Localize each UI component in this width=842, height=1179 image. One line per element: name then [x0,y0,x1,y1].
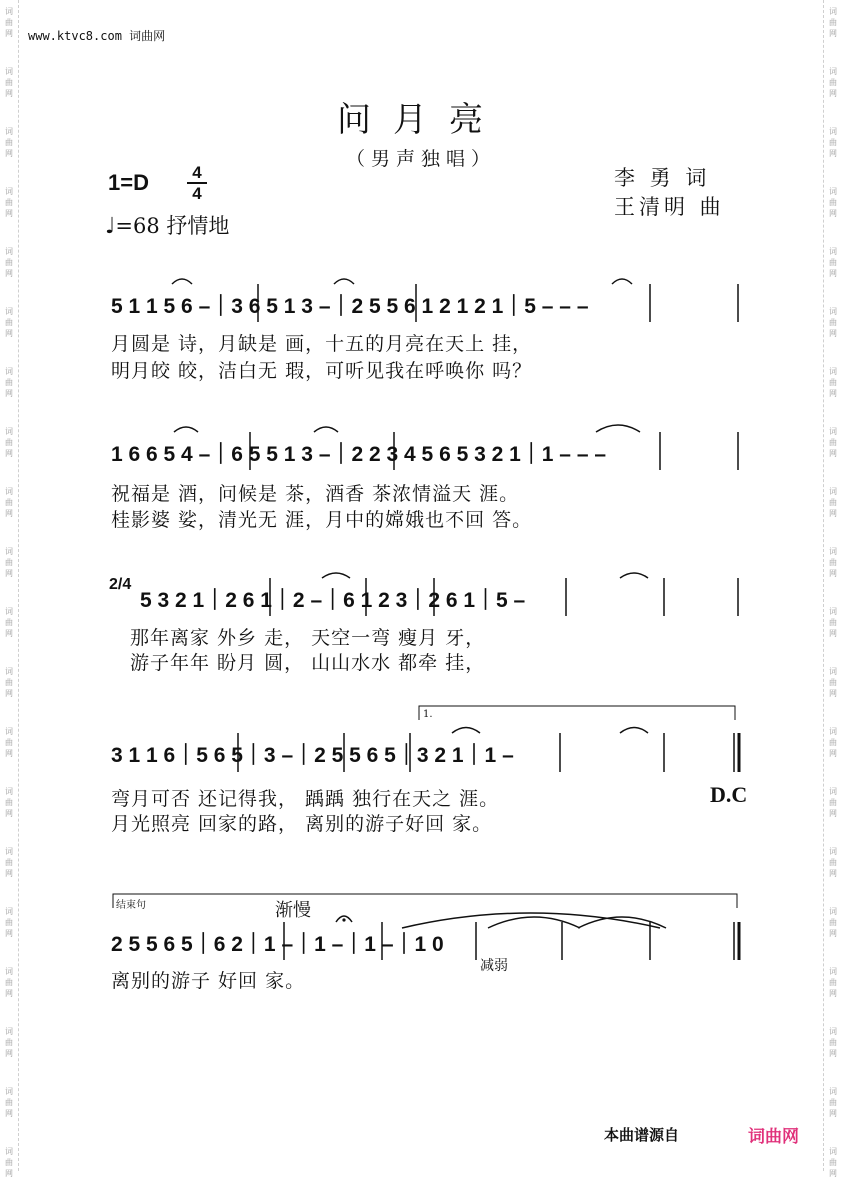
song-subtitle: （男声独唱） [345,148,496,170]
volta-bracket [419,706,735,720]
ritardando-mark: 渐慢 [275,900,311,921]
watermark-text: 词曲网 [5,967,13,998]
watermark-text: 词曲网 [829,1027,837,1058]
ending-bracket [113,894,737,908]
watermark-text: 词曲网 [829,367,837,398]
volta-label: 1. [423,709,433,720]
watermark-text: 词曲网 [5,727,13,758]
watermark-text: 词曲网 [829,427,837,458]
watermark-text: 词曲网 [829,907,837,938]
watermark-text: 词曲网 [829,547,837,578]
quarter-note-icon: ♩ [105,214,116,239]
watermark-text: 词曲网 [5,787,13,818]
tie [488,917,580,928]
tie [612,279,632,284]
tie [402,913,660,928]
footer-brand-link[interactable]: 词曲网 [748,1127,799,1147]
watermark-text: 词曲网 [5,667,13,698]
watermark-text: 词曲网 [5,1087,13,1118]
lyric-line-1b: 明月皎 皎，洁白无 瑕，可听见我在呼唤你 吗？ [111,360,533,382]
watermark-text: 词曲网 [829,1087,837,1118]
da-capo-mark: D.C [710,782,748,807]
watermark-text: 词曲网 [5,67,13,98]
fermata-dot [342,918,345,921]
watermark-text: 词曲网 [829,67,837,98]
tempo-text: =68 抒情地 [115,214,230,238]
watermark-text: 词曲网 [829,667,837,698]
lyric-line-4b: 月光照亮 回家的路， 离别的游子好回 家。 [111,813,493,835]
watermark-text: 词曲网 [829,127,837,158]
footer-source: 本曲谱源自 [604,1126,680,1144]
diminuendo-mark: 减弱 [480,958,508,974]
watermark-text: 词曲网 [5,1027,13,1058]
lyric-line-2a: 祝福是 酒，问候是 茶，酒香 茶浓情溢天 涯。 [111,483,520,505]
notation-line-5: 2 5 5 6 5｜6 2｜1 –｜1 –｜1 –｜1 0 [111,933,444,956]
tie [314,427,338,432]
watermark-text: 词曲网 [5,187,13,218]
watermark-text: 词曲网 [5,607,13,638]
watermark-text: 词曲网 [5,247,13,278]
watermark-text: 词曲网 [829,7,837,38]
time-signature-top: 4 [192,163,202,182]
notation-line-3: 5 3 2 1｜2 6 1｜2 –｜6 1 2 3｜2 6 1｜5 – [140,589,526,612]
watermark-text: 词曲网 [829,787,837,818]
ending-label: 结束句 [116,900,146,911]
lyric-line-1a: 月圆是 诗，月缺是 画，十五的月亮在天上 挂， [111,333,533,355]
lyric-line-4a: 弯月可否 还记得我， 踽踽 独行在天之 涯。 [111,788,500,810]
tie [322,573,350,578]
watermark-text: 词曲网 [5,127,13,158]
watermark-text: 词曲网 [829,847,837,878]
site-header[interactable]: www.ktvc8.com 词曲网 [28,29,166,43]
key-signature: 1=D [108,170,149,195]
watermark-text: 词曲网 [5,847,13,878]
watermark-text: 词曲网 [829,1147,837,1178]
watermark-text: 词曲网 [829,607,837,638]
watermark-text: 词曲网 [5,1147,13,1178]
watermark-text: 词曲网 [829,247,837,278]
tie [620,573,648,578]
tie [620,728,648,734]
watermark-text: 词曲网 [5,7,13,38]
composer-credit: 王清明 曲 [614,195,725,219]
watermark-text: 词曲网 [5,307,13,338]
time-signature-bottom: 4 [192,184,202,203]
tie [452,728,480,734]
notation-line-4: 3 1 1 6｜5 6 5｜3 –｜2 5 5 6 5｜3 2 1｜1 – [111,744,514,767]
tie [172,279,192,284]
watermark-text: 词曲网 [5,367,13,398]
watermark-text: 词曲网 [829,967,837,998]
lyric-line-3b: 游子年年 盼月 圆， 山山水水 都牵 挂， [130,652,486,674]
lyric-line-5: 离别的游子 好回 家。 [111,970,306,992]
notation-line-2: 1 6 6 5 4 –｜6 5 5 1 3 –｜2 2 3 4 5 6 5 3 2 1｜1 – – – [111,443,607,466]
watermark-text: 词曲网 [5,427,13,458]
lyric-line-3a: 那年离家 外乡 走， 天空一弯 瘦月 牙， [130,627,486,649]
watermark-text: 词曲网 [5,907,13,938]
song-title: 问月亮 [337,100,505,140]
lyric-line-2b: 桂影婆 娑，清光无 涯，月中的嫦娥也不回 答。 [111,509,533,531]
time-signature-change: 2/4 [109,576,132,593]
tie [334,279,354,284]
watermark-text: 词曲网 [829,187,837,218]
watermark-text: 词曲网 [5,547,13,578]
watermark-text: 词曲网 [829,307,837,338]
tie [174,427,198,432]
lyricist-credit: 李 勇 词 [614,166,711,190]
watermark-text: 词曲网 [5,487,13,518]
watermark-text: 词曲网 [829,727,837,758]
watermark-text: 词曲网 [829,487,837,518]
notation-line-1: 5 1 1 5 6 –｜3 6 5 1 3 –｜2 5 5 6 1 2 1 2 1｜5 – – – [111,295,589,318]
tie [596,425,640,432]
